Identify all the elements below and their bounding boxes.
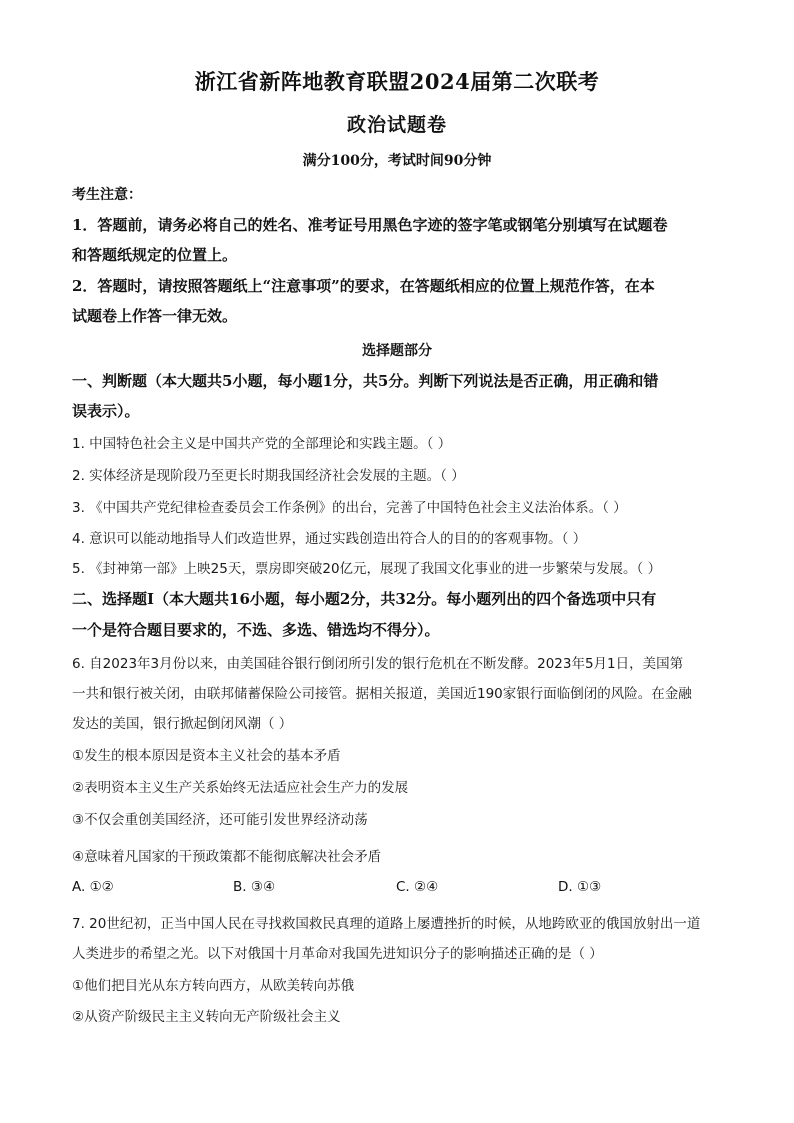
question-6-line1: 6. 自2023年3月份以来，由美国硅谷银行倒闭所引发的银行危机在不断发酵。2023年5月1日，美国第 [72, 656, 684, 672]
part1-heading-line2: 误表示）。 [72, 402, 140, 420]
question-6-option-a: A. ①② [72, 879, 114, 895]
question-6-statement-3: ③不仅会重创美国经济，还可能引发世界经济动荡 [72, 812, 368, 828]
part2-heading-line1: 二、选择题Ⅰ（本大题共16小题，每小题2分，共32分。每小题列出的四个备选项中只有 [72, 590, 657, 608]
question-7-line1: 7. 20世纪初，正当中国人民在寻找救国救民真理的道路上屡遭挫折的时候，从地跨欧亚的俄国放射出一道 [72, 916, 701, 932]
question-3: 3. 《中国共产党纪律检查委员会工作条例》的出台，完善了中国特色社会主义法治体系。（ ） [72, 500, 627, 516]
question-5: 5. 《封神第一部》上映25天，票房即突破20亿元，展现了我国文化事业的进一步繁荣与发展。（ ） [72, 561, 662, 577]
question-6-option-b: B. ③④ [233, 879, 276, 895]
question-7-line2: 人类进步的希望之光。以下对俄国十月革命对我国先进知识分子的影响描述正确的是（ ） [72, 946, 603, 962]
exam-title: 浙江省新阵地教育联盟2024届第二次联考 [194, 69, 600, 94]
question-7-statement-2: ②从资产阶级民主主义转向无产阶级社会主义 [72, 1009, 341, 1025]
notice-item2-line2: 试题卷上作答一律无效。 [72, 307, 238, 325]
notice-item1-line1: 1．答题前，请务必将自己的姓名、准考证号用黑色字迹的签字笔或钢笔分别填写在试题卷 [72, 216, 668, 234]
question-6-statement-2: ②表明资本主义生产关系始终无法适应社会生产力的发展 [72, 780, 409, 796]
question-6-line2: 一共和银行被关闭，由联邦储蓄保险公司接管。据相关报道，美国近190家银行面临倒闭的风险。在金融 [72, 686, 692, 702]
section-title: 选择题部分 [362, 343, 432, 359]
question-6-statement-1: ①发生的根本原因是资本主义社会的基本矛盾 [72, 748, 341, 764]
notice-item2-line1: 2．答题时，请按照答题纸上“注意事项”的要求，在答题纸相应的位置上规范作答，在本 [72, 277, 655, 295]
score-time-info: 满分100分，考试时间90分钟 [302, 153, 492, 169]
notice-item1-line2: 和答题纸规定的位置上。 [72, 246, 238, 264]
notice-heading: 考生注意： [72, 187, 142, 203]
question-6-option-c: C. ②④ [396, 879, 439, 895]
question-6-option-d: D. ①③ [558, 879, 602, 895]
question-2: 2. 实体经济是现阶段乃至更长时期我国经济社会发展的主题。（ ） [72, 468, 465, 484]
part2-heading-line2: 一个是符合题目要求的，不选、多选、错选均不得分）。 [72, 621, 440, 639]
question-1: 1. 中国特色社会主义是中国共产党的全部理论和实践主题。（ ） [72, 436, 452, 452]
question-6-statement-4: ④意味着凡国家的干预政策都不能彻底解决社会矛盾 [72, 849, 382, 865]
question-4: 4. 意识可以能动地指导人们改造世界，通过实践创造出符合人的目的的客观事物。（ ） [72, 531, 587, 547]
question-6-line3: 发达的美国，银行掀起倒闭风潮（ ） [72, 716, 293, 732]
part1-heading-line1: 一、判断题（本大题共5小题，每小题1分，共5分。判断下列说法是否正确，用正确和错 [72, 372, 659, 390]
question-7-statement-1: ①他们把目光从东方转向西方，从欧美转向苏俄 [72, 978, 355, 994]
exam-subject: 政治试题卷 [346, 114, 447, 136]
